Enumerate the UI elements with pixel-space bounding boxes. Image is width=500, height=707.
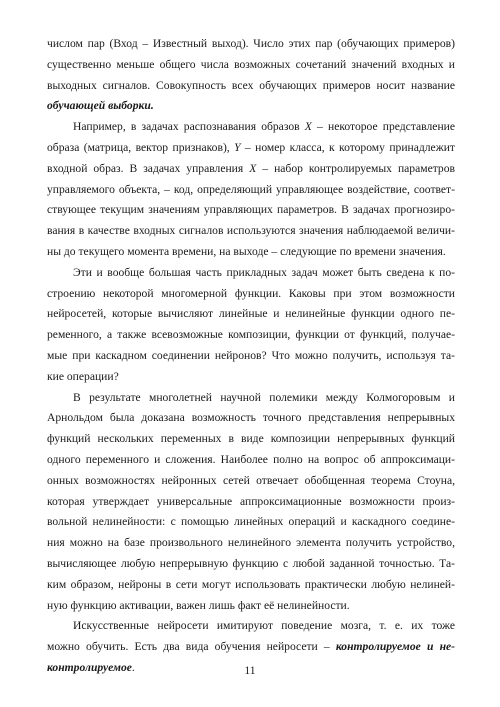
variable-symbol: Y bbox=[234, 140, 241, 154]
paragraph bbox=[47, 263, 455, 388]
text-run: ким образом, нейроны в сети могут использовать практически любую нелиней- bbox=[47, 577, 455, 591]
text-line bbox=[47, 429, 455, 450]
text-run: выходных сигналов. Совокупность всех обучающих примеров носит название bbox=[47, 78, 455, 92]
text-line bbox=[47, 367, 455, 388]
text-line bbox=[47, 554, 455, 575]
page-number: 11 bbox=[244, 664, 256, 677]
text-run: которая утверждает универсальные аппроксимационные возможности произ- bbox=[47, 494, 455, 508]
text-run: управляемого объекта, – код, определяющий управляющее воздействие, соответ- bbox=[47, 182, 455, 196]
paragraph-container bbox=[47, 34, 455, 679]
text-line bbox=[47, 159, 455, 180]
text-line bbox=[47, 180, 455, 201]
text-run: строению некоторой многомерной функции. Каковы при этом возможности bbox=[47, 286, 455, 300]
text-run: Арнольдом была доказана возможность точного представления непрерывных bbox=[47, 411, 455, 425]
text-line bbox=[47, 471, 455, 492]
document-body bbox=[47, 34, 455, 679]
text-line bbox=[47, 263, 455, 284]
text-run: – номер класса, к которому принадлежит bbox=[240, 140, 455, 154]
text-line bbox=[47, 616, 455, 637]
text-line bbox=[47, 637, 455, 658]
emphasized-term: контролируемое и не- bbox=[335, 640, 456, 654]
text-run: одного переменного и сложения. Наиболее полно на вопрос об аппроксимаци- bbox=[47, 452, 455, 466]
text-run: кие операции? bbox=[47, 369, 119, 383]
text-line bbox=[47, 596, 455, 617]
paragraph bbox=[47, 117, 455, 263]
text-line bbox=[47, 304, 455, 325]
text-run: ременного, а также всевозможные композиции, функции от функций, получае- bbox=[47, 328, 455, 342]
text-run: ния можно на базе произвольного нелинейного элемента получить устройство, bbox=[47, 536, 455, 550]
paragraph bbox=[47, 388, 455, 617]
text-run: ствующее текущим значениям управляющих параметров. В задачах прогнозиро- bbox=[47, 203, 455, 217]
text-run: числом пар (Вход – Известный выход). Число этих пар (обучающих примеров) bbox=[47, 37, 455, 50]
text-run: вольной нелинейности: с помощью линейных операций и каскадного соедине- bbox=[47, 515, 455, 529]
text-run: существенно меньше общего числа возможных сочетаний значений входных и bbox=[47, 57, 455, 71]
text-run: нейросетей, которые вычисляют линейные и нелинейные функции одного пе- bbox=[47, 307, 455, 321]
text-run: ны до текущего момента времени, на выходе – следующие по времени значения. bbox=[47, 244, 446, 258]
text-line bbox=[47, 346, 455, 367]
text-run: Искусственные нейросети имитируют поведение мозга, т. е. их тоже bbox=[73, 619, 455, 633]
text-run: . bbox=[131, 660, 135, 674]
text-line bbox=[47, 117, 455, 138]
text-run: входной образ. В задачах управления bbox=[47, 161, 250, 175]
text-run: Эти и вообще большая часть прикладных задач может быть сведена к по- bbox=[73, 265, 455, 279]
text-run: ную функцию активации, важен лишь факт её нелинейности. bbox=[47, 598, 350, 612]
text-run: вычисляющее любую непрерывную функцию с любой заданной точностью. Та- bbox=[47, 556, 455, 570]
variable-symbol: X bbox=[304, 120, 312, 134]
text-run: – некоторое представление bbox=[311, 120, 455, 134]
text-run: мые при каскадном соединении нейронов? Что можно получить, используя та- bbox=[47, 348, 455, 362]
emphasized-term: обучающей выборки. bbox=[47, 99, 154, 113]
text-line bbox=[47, 533, 455, 554]
text-run: онных возможностях нейронных сетей отвечает обобщенная теорема Стоуна, bbox=[47, 473, 455, 487]
text-line bbox=[47, 55, 455, 76]
text-line bbox=[47, 138, 455, 159]
text-run: образа (матрица, вектор признаков), bbox=[47, 140, 235, 154]
text-line bbox=[47, 221, 455, 242]
text-line bbox=[47, 388, 455, 409]
text-line bbox=[47, 96, 455, 117]
text-line bbox=[47, 34, 455, 55]
text-line bbox=[47, 200, 455, 221]
text-run: В результате многолетней научной полемики между Колмогоровым и bbox=[73, 390, 455, 404]
text-line bbox=[47, 492, 455, 513]
text-run: вания в качестве входных сигналов используются значения наблюдаемой величи- bbox=[47, 224, 455, 238]
text-line bbox=[47, 325, 455, 346]
emphasized-term: контролируемое bbox=[47, 660, 132, 674]
text-run: Например, в задачах распознавания образов bbox=[73, 120, 305, 134]
text-line bbox=[47, 408, 455, 429]
text-line bbox=[47, 575, 455, 596]
text-line bbox=[47, 512, 455, 533]
text-line bbox=[47, 242, 455, 263]
paragraph bbox=[47, 34, 455, 117]
text-run: функций нескольких переменных в виде композиции непрерывных функций bbox=[47, 432, 455, 446]
variable-symbol: X bbox=[249, 161, 257, 175]
text-run: – набор контролируемых параметров bbox=[256, 161, 455, 175]
text-line bbox=[47, 76, 455, 97]
text-run: можно обучить. Есть два вида обучения нейросети – bbox=[47, 640, 336, 654]
text-line bbox=[47, 450, 455, 471]
text-line bbox=[47, 284, 455, 305]
